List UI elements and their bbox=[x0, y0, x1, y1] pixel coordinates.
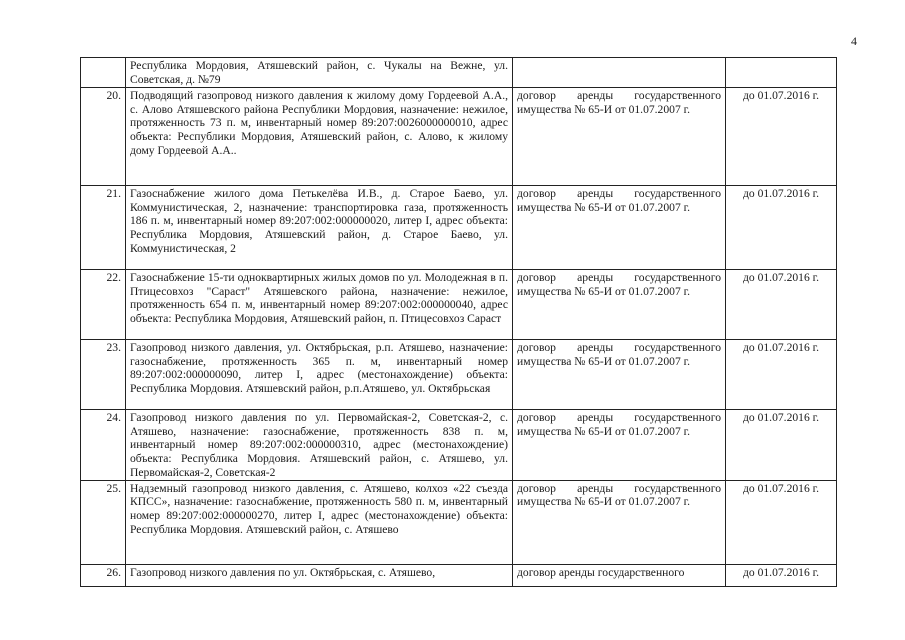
lease-term-cell: до 01.07.2016 г. bbox=[726, 88, 837, 186]
row-number-cell: 24. bbox=[81, 410, 126, 481]
object-description-cell: Подводящий газопровод низкого давления к жилому дому Гордеевой А.А., с. Алово Атяшевского района Республики Мордовия, назначение: нежилое, протяженность 73 п. м, инвентарный номер 89:207:0026000000010, адрес объекта: Республики Мордовия, Атяшевский район, с. Алово, к жилому дому Гордеевой А.А.. bbox=[126, 88, 513, 186]
lease-term-cell: до 01.07.2016 г. bbox=[726, 480, 837, 564]
lease-term-cell: до 01.07.2016 г. bbox=[726, 186, 837, 270]
object-description-cell: Газопровод низкого давления по ул. Первомайская-2, Советская-2, с. Атяшево, назначение: газоснабжение, протяженность 838 п. м, инвентарный номер 89:207:002:000000310, адрес (местонахождение) объекта: Республика Мордовия. Атяшевский район, с. Атяшево, ул. Первомайская-2, Советская-2 bbox=[126, 410, 513, 481]
table-row bbox=[81, 564, 837, 586]
contract-cell: договор аренды государственного имущества № 65-И от 01.07.2007 г. bbox=[513, 340, 726, 410]
object-description-cell: Газоснабжение 15-ти одноквартирных жилых домов по ул. Молодежная в п. Птицесовхоз "Сараст" Атяшевского района, назначение: нежилое, протяженность 654 п. м, инвентарный номер 89:207:002:000000040, адрес объекта: Республика Мордовия, Атяшевский район, п. Птицесовхоз Сараст bbox=[126, 270, 513, 340]
contract-cell: договор аренды государственного имущества № 65-И от 01.07.2007 г. bbox=[513, 88, 726, 186]
table-row bbox=[81, 410, 837, 481]
row-number-cell: 20. bbox=[81, 88, 126, 186]
lease-term-cell: до 01.07.2016 г. bbox=[726, 410, 837, 481]
lease-term-cell: до 01.07.2016 г. bbox=[726, 564, 837, 586]
object-description-cell: Газопровод низкого давления, ул. Октябрьская, р.п. Атяшево, назначение: газоснабжение, протяженность 365 п. м, инвентарный номер 89:207:002:000000090, литер I, адрес (местонахождение) объекта: Республика Мордовия. Атяшевский район, р.п.Атяшево, ул. Октябрьская bbox=[126, 340, 513, 410]
contract-cell bbox=[513, 58, 726, 88]
contract-cell: договор аренды государственного имущества № 65-И от 01.07.2007 г. bbox=[513, 410, 726, 481]
object-description-cell: Республика Мордовия, Атяшевский район, с. Чукалы на Вежне, ул. Советская, д. №79 bbox=[126, 58, 513, 88]
row-number-cell: 22. bbox=[81, 270, 126, 340]
row-number-cell bbox=[81, 58, 126, 88]
table-row bbox=[81, 186, 837, 270]
row-number-cell: 26. bbox=[81, 564, 126, 586]
contract-cell: договор аренды государственного имущества № 65-И от 01.07.2007 г. bbox=[513, 480, 726, 564]
property-lease-table bbox=[80, 57, 837, 587]
contract-cell: договор аренды государственного имущества № 65-И от 01.07.2007 г. bbox=[513, 270, 726, 340]
table-row bbox=[81, 480, 837, 564]
lease-term-cell bbox=[726, 58, 837, 88]
row-number-cell: 21. bbox=[81, 186, 126, 270]
object-description-cell: Газопровод низкого давления по ул. Октябрьская, с. Атяшево, bbox=[126, 564, 513, 586]
table-row bbox=[81, 270, 837, 340]
table-row-continuation bbox=[81, 58, 837, 88]
contract-cell: договор аренды государственного bbox=[513, 564, 726, 586]
contract-cell: договор аренды государственного имущества № 65-И от 01.07.2007 г. bbox=[513, 186, 726, 270]
row-number-cell: 23. bbox=[81, 340, 126, 410]
table-row bbox=[81, 88, 837, 186]
object-description-cell: Газоснабжение жилого дома Петькелёва И.В., д. Старое Баево, ул. Коммунистическая, 2, назначение: транспортировка газа, протяженность 186 п. м, инвентарный номер 89:207:002:000000020, литер I, адрес объекта: Республика Мордовия, Атяшевский район, д. Старое Баево, ул. Коммунистическая, 2 bbox=[126, 186, 513, 270]
page-number: 4 bbox=[851, 34, 857, 48]
object-description-cell: Надземный газопровод низкого давления, с. Атяшево, колхоз «22 съезда КПСС», назначение: газоснабжение, протяженность 580 п. м, инвентарный номер 89:207:002:000000270, литер I, адрес (местонахождение) объекта: Республика Мордовия. Атяшевский район, с. Атяшево bbox=[126, 480, 513, 564]
table-row bbox=[81, 340, 837, 410]
lease-term-cell: до 01.07.2016 г. bbox=[726, 340, 837, 410]
row-number-cell: 25. bbox=[81, 480, 126, 564]
lease-term-cell: до 01.07.2016 г. bbox=[726, 270, 837, 340]
